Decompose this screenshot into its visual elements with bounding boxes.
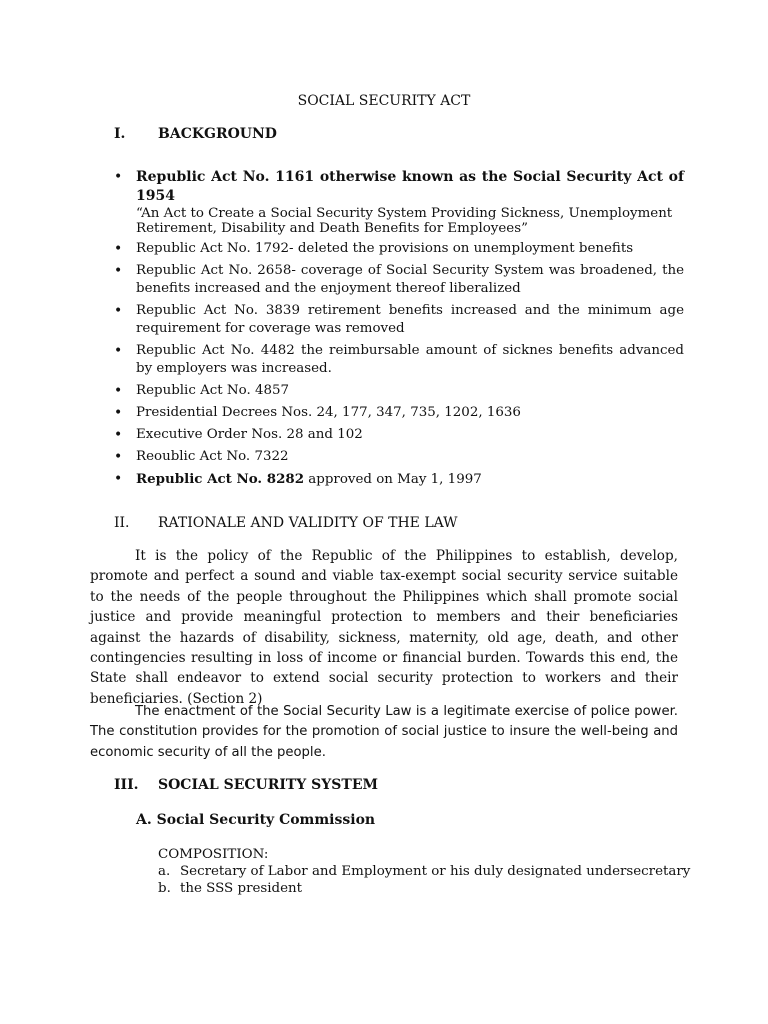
list-item-text: Republic Act No. 1792- deleted the provisions on unemployment benefits xyxy=(136,241,634,256)
composition-label: COMPOSITION: xyxy=(158,847,269,862)
background-list xyxy=(114,168,684,493)
list-item-lead: Republic Act No. 1161 otherwise known as the Social Security Act of 1954 xyxy=(136,169,684,204)
bullet-icon: • xyxy=(114,405,123,421)
list-item xyxy=(114,448,684,466)
paragraph-indent xyxy=(90,704,135,719)
item-marker: b. xyxy=(158,881,171,896)
composition-block xyxy=(158,846,690,897)
section-sss-heading xyxy=(114,777,378,793)
list-item xyxy=(114,470,684,489)
section-title: BACKGROUND xyxy=(158,126,277,142)
subsection-title: Social Security Commission xyxy=(156,812,376,828)
subsection-label: A. xyxy=(136,812,152,828)
list-item xyxy=(114,382,684,400)
paragraph-indent xyxy=(90,548,135,564)
list-item xyxy=(114,302,684,338)
bullet-icon: • xyxy=(114,471,123,487)
section-number: I. xyxy=(114,126,126,142)
list-item-text: approved on May 1, 1997 xyxy=(304,472,482,487)
bullet-icon: • xyxy=(114,427,123,443)
section-rationale-heading xyxy=(114,515,458,531)
bullet-icon: • xyxy=(114,169,123,185)
list-item-text: Republic Act No. 4482 the reimbursable amount of sicknes benefits advanced by employers was increased. xyxy=(136,343,684,376)
bullet-icon: • xyxy=(114,343,123,359)
paragraph-text: The enactment of the Social Security Law is a legitimate exercise of police power. The constitution provides for the promotion of social justice to insure the well-being and economic security of all the people. xyxy=(90,704,678,760)
list-item-text: Executive Order Nos. 28 and 102 xyxy=(136,427,363,442)
section-number: III. xyxy=(114,777,139,793)
list-item-text: Republic Act No. 4857 xyxy=(136,383,290,398)
list-item-bold: Republic Act No. 8282 xyxy=(136,471,305,487)
bullet-icon: • xyxy=(114,383,123,399)
list-item xyxy=(114,168,684,236)
paragraph-text: It is the policy of the Republic of the Philippines to establish, develop, promote and perfect a sound and viable tax-exempt social security service suitable to the needs of the people throughout the Philippines which shall promote social justice and provide meaningful protection to members and their beneficiaries against the hazards of disability, sickness, maternity, old age, death, and other contingencies resulting in loss of income or financial burden. Towards this end, the State shall endeavor to extend social security protection to workers and their beneficiaries. (Section 2) xyxy=(90,548,678,707)
item-text: the SSS president xyxy=(180,881,303,896)
list-item-text: Republic Act No. 2658- coverage of Social Security System was broadened, the benefits increased and the enjoyment thereof liberalized xyxy=(136,263,684,296)
list-item xyxy=(114,404,684,422)
paragraph-policy xyxy=(90,546,678,709)
subsection-commission-heading xyxy=(136,812,375,828)
composition-item xyxy=(158,863,690,880)
bullet-icon: • xyxy=(114,241,123,257)
section-background-heading xyxy=(114,126,277,142)
paragraph-police-power xyxy=(90,702,678,763)
list-item-text: Reoublic Act No. 7322 xyxy=(136,449,289,464)
list-item xyxy=(114,262,684,298)
document-title: SOCIAL SECURITY ACT xyxy=(297,93,471,109)
bullet-icon: • xyxy=(114,263,123,279)
item-marker: a. xyxy=(158,864,171,879)
composition-item xyxy=(158,880,690,897)
act-title-quote: “An Act to Create a Social Security System Providing Sickness, Unemployment Retirement, Disability and Death Benefits for Employees” xyxy=(136,206,673,236)
bullet-icon: • xyxy=(114,449,123,465)
bullet-icon: • xyxy=(114,303,123,319)
list-item xyxy=(114,426,684,444)
section-number: II. xyxy=(114,515,130,531)
list-item-text: Presidential Decrees Nos. 24, 177, 347, 735, 1202, 1636 xyxy=(136,405,521,420)
list-item xyxy=(114,240,684,258)
list-item-text: Republic Act No. 3839 retirement benefits increased and the minimum age requirement for coverage was removed xyxy=(136,303,684,336)
list-item xyxy=(114,342,684,378)
section-title: RATIONALE AND VALIDITY OF THE LAW xyxy=(158,515,458,531)
section-title: SOCIAL SECURITY SYSTEM xyxy=(158,777,378,793)
item-text: Secretary of Labor and Employment or his duly designated undersecretary xyxy=(180,864,691,879)
